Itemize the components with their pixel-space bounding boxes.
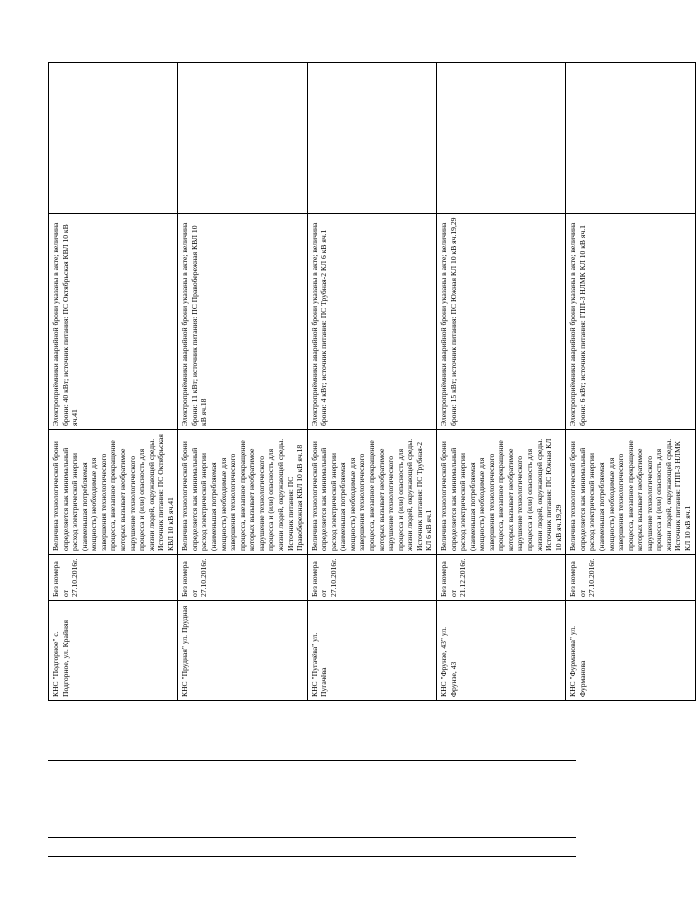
document-cell: Без номера от 27.10.2016г. bbox=[49, 555, 178, 601]
emergency-reserve-cell: Электроприёмники аварийной брони указаны в акте; величина брони: 40 кВт; источник питания: ПС Октябрьская КВЛ 10 кВ яч.41 bbox=[49, 214, 178, 430]
table-row bbox=[49, 63, 178, 701]
table-row bbox=[566, 63, 695, 701]
emergency-reserve-cell: Электроприёмники аварийной брони указаны в акте; величина брони: 15 кВт; источник питания: ПС Южная КЛ 10 кВ яч.19,29 bbox=[436, 214, 565, 430]
object-cell: КНС "Фурманова" ул. Фурманова bbox=[566, 601, 695, 701]
technological-reserve-table bbox=[48, 62, 696, 701]
emergency-reserve-cell: Электроприёмники аварийной брони указаны в акте; величина брони: 4 кВт; источник питания: ПС Трубная-2 КЛ 6 кВ яч.1 bbox=[307, 214, 436, 430]
document-cell: Без номера от 27.10.2016г. bbox=[307, 555, 436, 601]
extra-cell bbox=[566, 63, 695, 214]
extra-cell bbox=[307, 63, 436, 214]
rotated-table-area bbox=[48, 63, 692, 701]
object-cell: КНС "Подгорное" с. Подгорное, ул. Крайняя bbox=[49, 601, 178, 701]
definition-cell: Величина технологической брони определяется как минимальный расход электрической энергии (наименьшая потребляемая мощность) необходимые для завершения технологического процесса, внезапное прекращение которых вызывает необратимое нарушение технологического процесса и (или) опасность для жизни людей, окружающей среды. Источник питания: ПС Южная КЛ 10 кВ яч.19,29 bbox=[436, 430, 565, 555]
table-row bbox=[178, 63, 307, 701]
emergency-reserve-cell: Электроприёмники аварийной брони указаны в акте; величина брони: 6 кВт; источник питания: ГПП-3 НЛМК КЛ 10 кВ яч.1 bbox=[566, 214, 695, 430]
object-cell: КНС "Пугачёва" ул. Пугачёва bbox=[307, 601, 436, 701]
table-row bbox=[307, 63, 436, 701]
object-cell: КНС "Прудная" ул. Прудная bbox=[178, 601, 307, 701]
definition-cell: Величина технологической брони определяется как минимальный расход электрической энергии (наименьшая потребляемая мощность) необходимые для завершения технологического процесса, внезапное прекращение которых вызывает необратимое нарушение технологического процесса и (или) опасность для жизни людей, окружающей среды. Источник питания: ГПП-3 НЛМК КЛ 10 кВ яч.1 bbox=[566, 430, 695, 555]
document-cell: Без номера от 21.12.2016г. bbox=[436, 555, 565, 601]
horizontal-rule bbox=[48, 760, 576, 761]
rotated-table-container bbox=[48, 63, 692, 701]
extra-cell bbox=[178, 63, 307, 214]
extra-cell bbox=[49, 63, 178, 214]
table-row bbox=[436, 63, 565, 701]
definition-cell: Величина технологической брони определяется как минимальный расход электрической энергии (наименьшая потребляемая мощность) необходимые для завершения технологического процесса, внезапное прекращение которых вызывает необратимое нарушение технологического процесса и (или) опасность для жизни людей, окружающей среды. Источник питания: ПС Правобережная КВЛ 10 кВ яч.18 bbox=[178, 430, 307, 555]
horizontal-rule bbox=[48, 837, 576, 838]
emergency-reserve-cell: Электроприёмники аварийной брони указаны в акте; величина брони: 11 кВт; источник питания: ПС Правобережная КВЛ 10 кВ яч.18 bbox=[178, 214, 307, 430]
definition-cell: Величина технологической брони определяется как минимальный расход электрической энергии (наименьшая потребляемая мощность) необходимые для завершения технологического процесса, внезапное прекращение которых вызывает необратимое нарушение технологического процесса и (или) опасность для жизни людей, окружающей среды. Источник питания: ПС Трубная-2 КЛ 6 кВ яч.1 bbox=[307, 430, 436, 555]
document-cell: Без номера от 27.10.2016г. bbox=[178, 555, 307, 601]
horizontal-rule bbox=[48, 856, 576, 857]
document-cell: Без номера от 27.10.2016г. bbox=[566, 555, 695, 601]
extra-cell bbox=[436, 63, 565, 214]
object-cell: КНС "Фрунзе, 43" ул. Фрунзе, 43 bbox=[436, 601, 565, 701]
definition-cell: Величина технологической брони определяется как минимальный расход электрической энергии (наименьшая потребляемая мощность) необходимые для завершения технологического процесса, внезапное прекращение которых вызывает необратимое нарушение технологического процесса и (или) опасность для жизни людей, окружающей среды. Источник питания: ПС Октябрьская КВЛ 10 кВ яч.41 bbox=[49, 430, 178, 555]
